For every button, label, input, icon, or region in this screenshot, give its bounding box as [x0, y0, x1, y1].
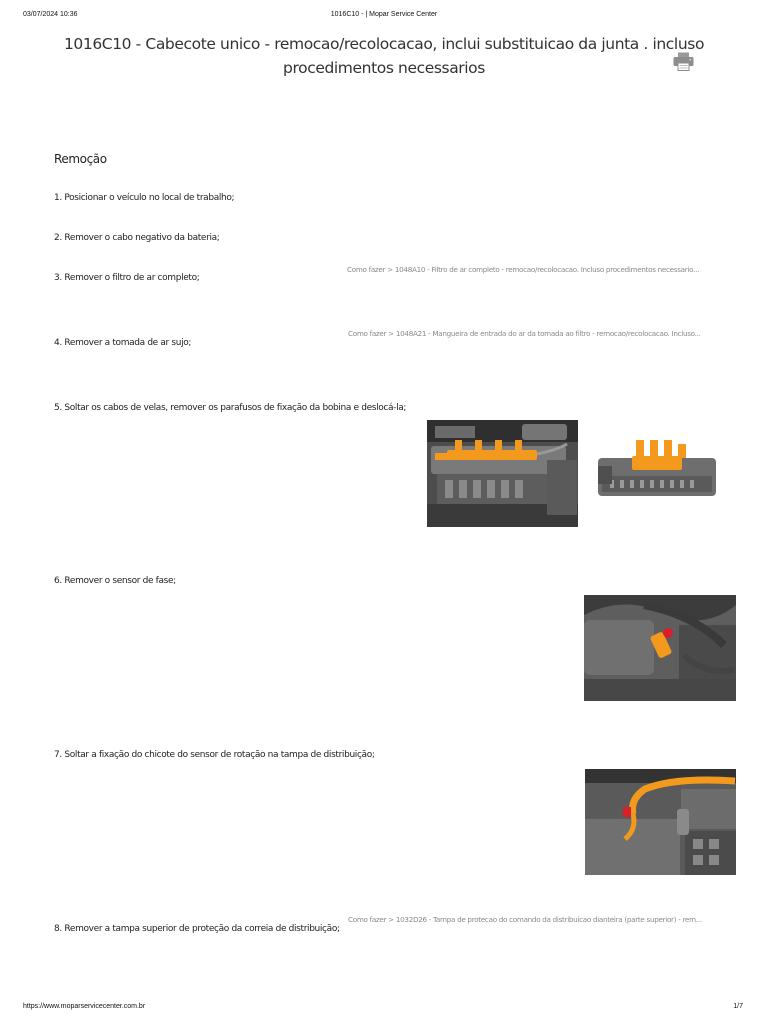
how-to-link-air-intake-hose[interactable]: Como fazer > 1048A21 - Mangueira de entrada do ar da tomada ao filtro - remocao/recolocacao. Incluso... — [348, 329, 701, 338]
how-to-link-air-filter[interactable]: Como fazer > 1048A10 - Filtro de ar completo - remocao/recolocacao. Incluso procedimentos necessario... — [347, 265, 700, 274]
step-6: 6. Remover o sensor de fase; — [54, 576, 176, 586]
section-heading-removal: Remoção — [54, 152, 107, 166]
step-5: 5. Soltar os cabos de velas, remover os parafusos de fixação da bobina e deslocá-la; — [54, 403, 407, 413]
rotation-sensor-harness-image — [585, 769, 736, 875]
print-icon[interactable] — [673, 52, 694, 71]
how-to-link-timing-cover[interactable]: Como fazer > 1032D26 - Tampa de protecao do comando da distribuicao dianteira (parte superior) - rem... — [348, 915, 702, 924]
engine-bay-ignition-coil-image — [427, 420, 578, 527]
page-number: 1/7 — [733, 1003, 743, 1010]
footer-url: https://www.moparservicecenter.com.br — [23, 1003, 146, 1010]
step-3: 3. Remover o filtro de ar completo; — [54, 273, 200, 283]
step-8: 8. Remover a tampa superior de proteção da correia de distribuição; — [54, 924, 340, 934]
phase-sensor-image — [584, 595, 736, 701]
step-2: 2. Remover o cabo negativo da bateria; — [54, 233, 220, 243]
ignition-coil-detail-image — [596, 436, 720, 521]
print-datetime: 03/07/2024 10:36 — [23, 11, 78, 18]
step-7: 7. Soltar a fixação do chicote do sensor de rotação na tampa de distribuição; — [54, 750, 375, 760]
step-4: 4. Remover a tomada de ar sujo; — [54, 338, 192, 348]
step-1: 1. Posicionar o veículo no local de trabalho; — [54, 193, 235, 203]
print-tab-title: 1016C10 - | Mopar Service Center — [330, 11, 438, 18]
page-title: 1016C10 - Cabecote unico - remocao/recolocacao, inclui substituicao da junta . incluso procedimentos necessarios — [63, 35, 705, 77]
